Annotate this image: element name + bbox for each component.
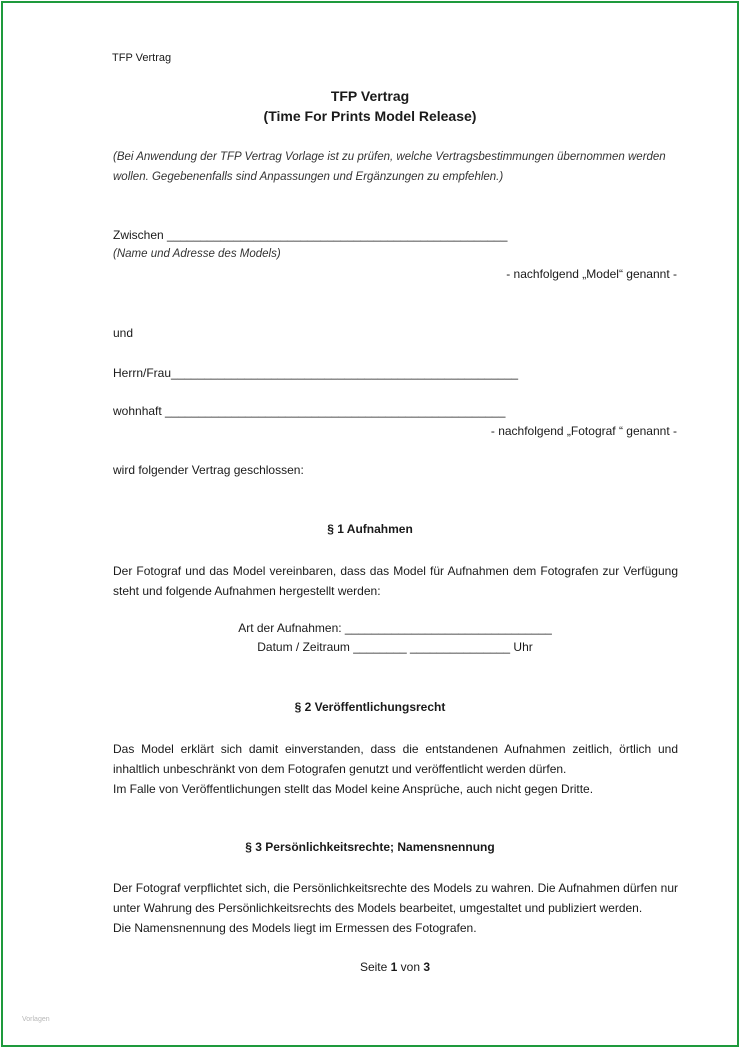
section-1-text: Der Fotograf und das Model vereinbaren, dass das Model für Aufnahmen dem Fotografen zur Verfügung steht und folgende Aufnahmen hergestellt werden:	[113, 564, 678, 598]
section-3-paragraph-1: Der Fotograf verpflichtet sich, die Persönlichkeitsrechte des Models zu wahren. Die Aufnahmen dürfen nur unter Wahrung des Persönlichkeitsrechts des Models bearbeitet, umgestaltet und publiziert werden.	[113, 881, 678, 915]
section-3-heading: § 3 Persönlichkeitsrechte; Namensnennung	[245, 840, 495, 854]
watermark: Vorlagen	[22, 1016, 50, 1023]
running-header: TFP Vertrag	[112, 52, 172, 64]
page-number	[0, 960, 740, 974]
section-3-paragraph-2: Die Namensnennung des Models liegt im Ermessen des Fotografen.	[113, 921, 477, 935]
resident-field: wohnhaft ___________________________________________________	[113, 404, 506, 418]
model-role: - nachfolgend „Model“ genannt -	[506, 267, 677, 281]
page-mid: von	[397, 960, 424, 974]
total-pages: 3	[423, 960, 431, 974]
current-page: 1	[390, 960, 398, 974]
section-2-paragraph-2: Im Falle von Veröffentlichungen stellt das Model keine Ansprüche, auch nicht gegen Dritte.	[113, 782, 594, 796]
doc-subtitle: (Time For Prints Model Release)	[263, 108, 477, 124]
section-2-heading: § 2 Veröffentlichungsrecht	[294, 700, 446, 714]
page-prefix: Seite	[359, 960, 391, 974]
between-field: Zwischen ___________________________________________________	[113, 228, 508, 242]
date-period-field: Datum / Zeitraum ________ _______________ Uhr	[257, 640, 533, 654]
section-2-text	[113, 739, 678, 799]
model-hint: (Name und Adresse des Models)	[113, 248, 281, 260]
contract-concluded: wird folgender Vertrag geschlossen:	[113, 463, 304, 477]
shoot-type-field: Art der Aufnahmen: _______________________________	[238, 621, 552, 635]
photographer-field: Herrn/Frau____________________________________________________	[113, 366, 519, 380]
section-1-heading: § 1 Aufnahmen	[327, 522, 413, 536]
section-2-paragraph-1: Das Model erklärt sich damit einverstanden, dass die entstandenen Aufnahmen zeitlich, örtlich und inhaltlich unbeschränkt von dem Fotografen genutzt und veröffentlicht werden dürfen.	[113, 742, 678, 776]
usage-note: (Bei Anwendung der TFP Vertrag Vorlage ist zu prüfen, welche Vertragsbestimmungen übernommen werden wollen. Gegebenenfalls sind Anpassungen und Ergänzungen zu empfehlen.)	[113, 151, 666, 183]
photographer-role: - nachfolgend „Fotograf “ genannt -	[490, 424, 677, 438]
section-3-text	[113, 878, 678, 938]
doc-title: TFP Vertrag	[330, 88, 410, 104]
and-label: und	[113, 326, 134, 340]
